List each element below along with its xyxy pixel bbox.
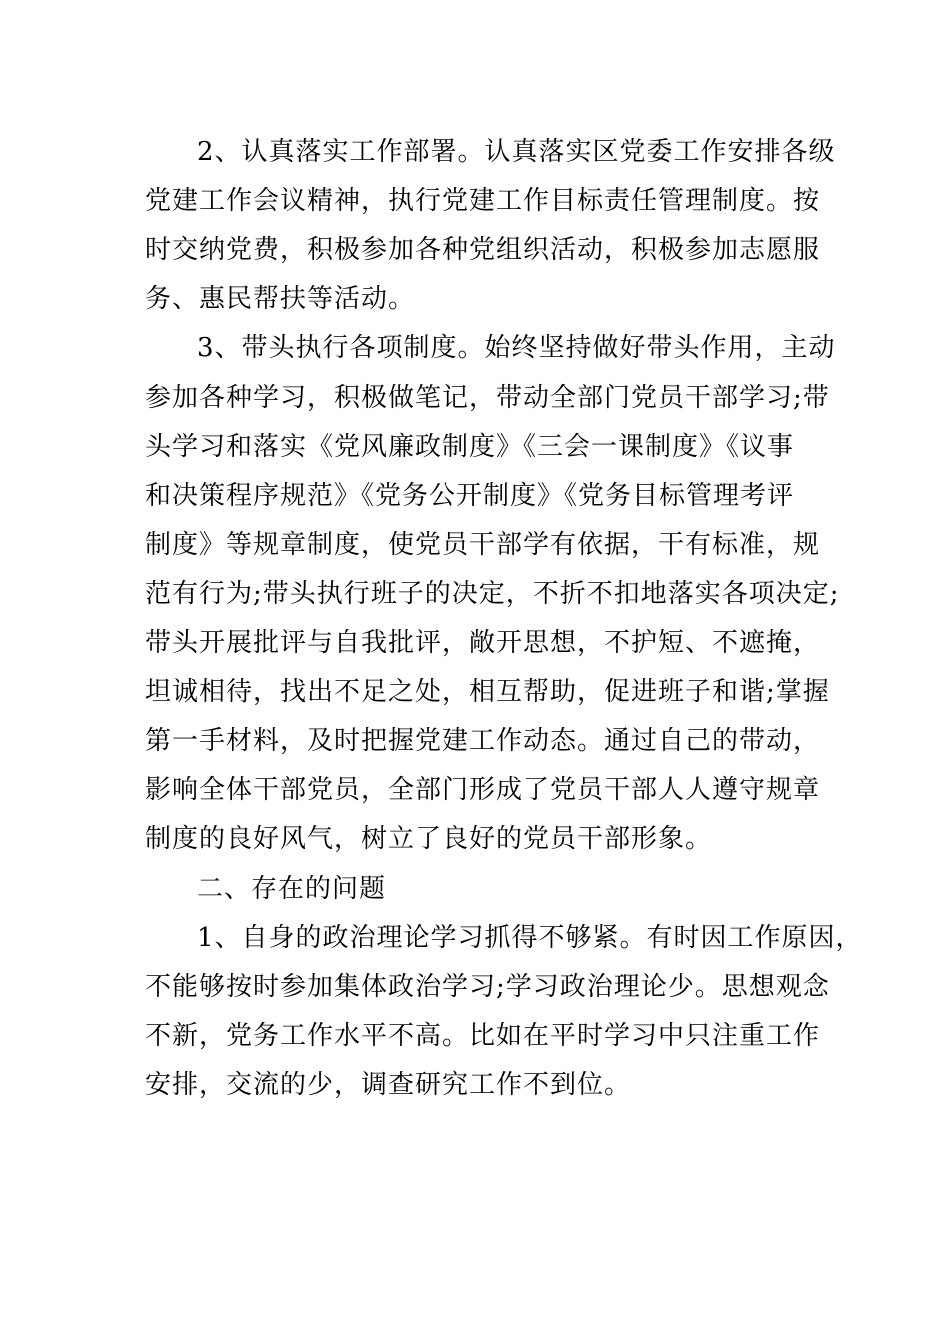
- paragraph-3-line-4: 和决策程序规范》《党务公开制度》《党务目标管理考评: [145, 481, 795, 511]
- problem-1-line-3: 不新，党务工作水平不高。比如在平时学习中只注重工作: [145, 1021, 821, 1051]
- paragraph-3-line-10: 影响全体干部党员，全部门形成了党员干部人人遵守规章: [145, 775, 821, 805]
- paragraph-3-line-3: 头学习和落实《党风廉政制度》《三会一课制度》《议事: [145, 432, 795, 462]
- paragraph-2-line-2: 党建工作会议精神，执行党建工作目标责任管理制度。按: [145, 186, 821, 216]
- paragraph-3-line-7: 带头开展批评与自我批评，敞开思想，不护短、不遮掩，: [145, 628, 821, 658]
- section-heading: 二、存在的问题: [197, 874, 387, 904]
- paragraph-3-line-6: 范有行为;带头执行班子的决定，不折不扣地落实各项决定;: [145, 579, 840, 609]
- paragraph-3-line-8: 坦诚相待，找出不足之处，相互帮助，促进班子和谐;掌握: [145, 677, 830, 707]
- paragraph-3-line-1: 3、带头执行各项制度。始终坚持做好带头作用，主动: [197, 333, 836, 363]
- paragraph-3-line-11: 制度的良好风气，树立了良好的党员干部形象。: [145, 824, 713, 854]
- paragraph-2-line-3: 时交纳党费，积极参加各种党组织活动，积极参加志愿服: [145, 235, 821, 265]
- paragraph-3-line-2: 参加各种学习，积极做笔记，带动全部门党员干部学习;带: [145, 383, 830, 413]
- problem-1-line-2: 不能够按时参加集体政治学习;学习政治理论少。思想观念: [145, 972, 830, 1002]
- paragraph-2-line-4: 务、惠民帮扶等活动。: [145, 284, 416, 314]
- paragraph-3-line-5: 制度》等规章制度，使党员干部学有依据，干有标准，规: [145, 530, 821, 560]
- paragraph-3-line-9: 第一手材料，及时把握党建工作动态。通过自己的带动，: [145, 726, 821, 756]
- paragraph-2-line-1: 2、认真落实工作部署。认真落实区党委工作安排各级: [197, 137, 836, 167]
- problem-1-line-1: 1、自身的政治理论学习抓得不够紧。有时因工作原因，: [197, 923, 863, 953]
- problem-1-line-4: 安排，交流的少，调查研究工作不到位。: [145, 1070, 632, 1100]
